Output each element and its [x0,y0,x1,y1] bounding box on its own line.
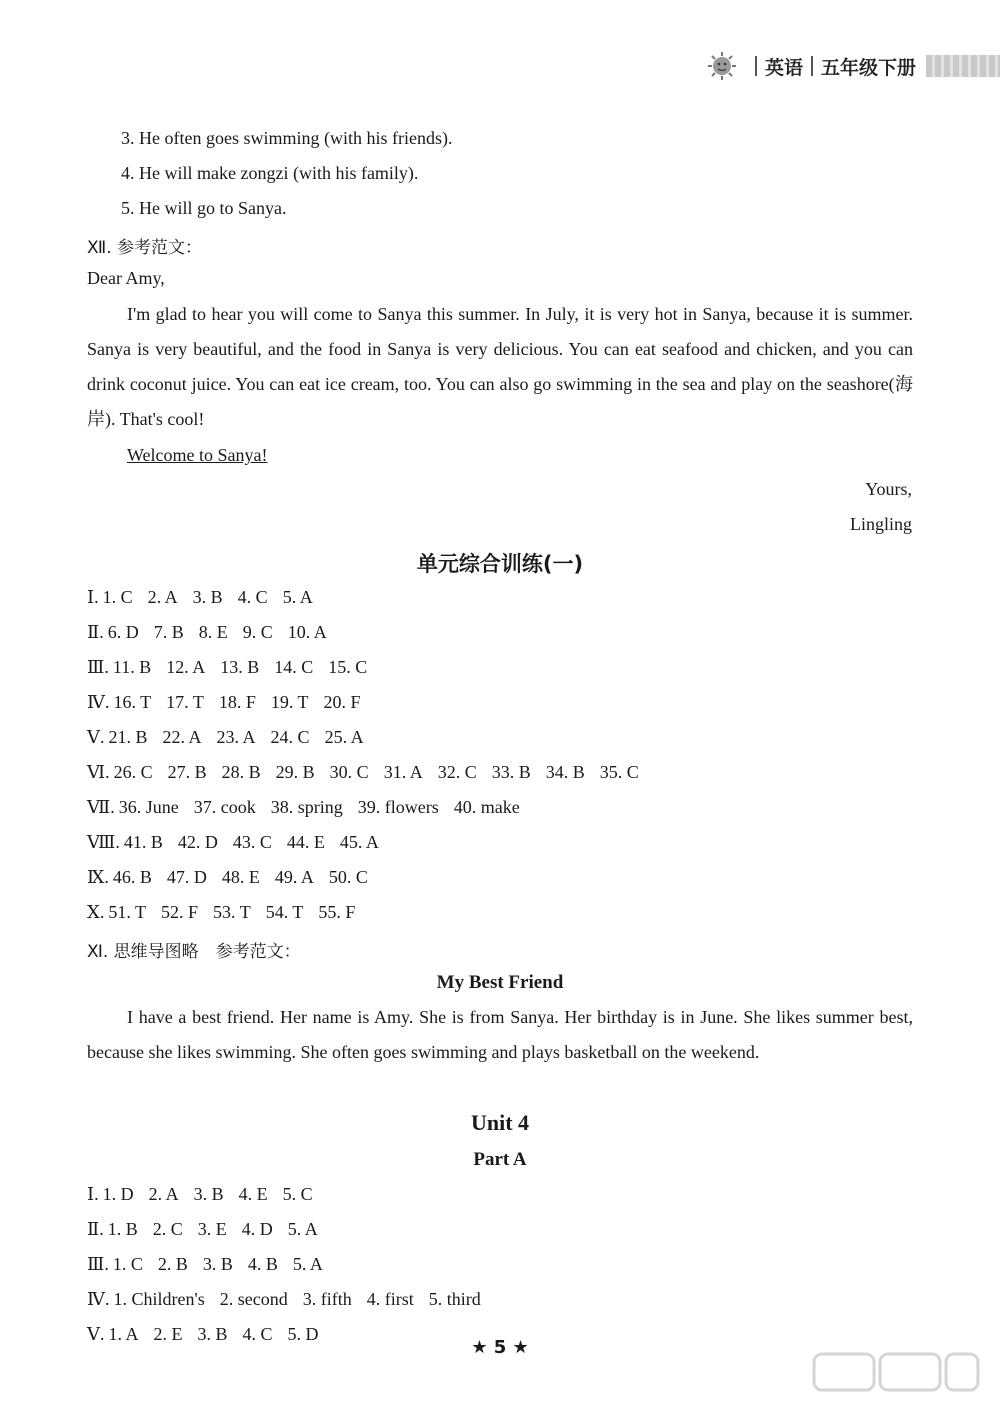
answer-row-label: Ⅶ. [87,797,115,817]
answer-item: 12. A [166,657,206,677]
answer-item: 2. second [219,1289,288,1309]
answer-item: 3. B [197,1324,228,1344]
answer-line: 5. He will go to Sanya. [121,198,287,218]
answer-row [87,657,382,678]
answer-item: 21. B [108,727,148,747]
answer-item: 29. B [275,762,315,782]
answer-item: 46. B [112,867,152,887]
answer-item: 28. B [221,762,261,782]
letter-welcome: Welcome to Sanya! [127,445,268,465]
answer-item: 15. C [328,657,368,677]
answer-line: 4. He will make zongzi (with his family). [121,163,419,183]
letter-signature: Lingling [850,514,912,534]
answer-item: 1. A [108,1324,139,1344]
answer-item: 5. D [287,1324,319,1344]
answer-item: 7. B [153,622,184,642]
answer-row [87,1219,333,1240]
answer-item: 3. B [202,1254,233,1274]
answer-item: 27. B [167,762,207,782]
answer-item: 2. C [152,1219,183,1239]
section-label: Ⅻ. 参考范文： [87,238,203,258]
answer-item: 42. D [177,832,218,852]
answer-row [87,1289,496,1310]
answer-item: 5. A [292,1254,323,1274]
answer-item: 4. first [366,1289,414,1309]
answer-item: 50. C [328,867,368,887]
answer-item: 43. C [232,832,272,852]
answer-item: 5. A [282,587,313,607]
answer-item: 5. C [282,1184,313,1204]
letter-body: I'm glad to hear you will come to Sanya this summer. In July, it is very hot in Sanya, because it is summer. Sanya is very beautiful, and the food in Sanya is very delicious. You can eat seafood and chicken, and you can drink coconut juice. You can eat ice cream, too. You can also go swimming in the sea and play on the seashore(海岸). That's cool! [87,304,913,429]
answer-row [87,1254,338,1275]
answer-row-label: Ⅸ. [87,867,109,887]
answer-item: 19. T [270,692,309,712]
answer-item: 35. C [599,762,639,782]
answer-item: 2. E [153,1324,183,1344]
answer-item: 32. C [437,762,477,782]
answer-item: 51. T [108,902,146,922]
answer-item: 52. F [161,902,199,922]
answer-item: 13. B [220,657,260,677]
answer-row [87,832,394,853]
answer-row-label: Ⅰ. [87,1184,99,1204]
answer-item: 47. D [166,867,207,887]
answer-item: 40. make [453,797,520,817]
answer-item: 4. B [247,1254,278,1274]
answer-item: 23. A [216,727,256,747]
answer-item: 8. E [198,622,228,642]
subject-label: 英语 [764,56,803,79]
answer-item: 4. D [241,1219,273,1239]
answer-row-label: Ⅴ. [87,1324,105,1344]
answer-row-label: Ⅳ. [87,1289,110,1309]
answer-item: 39. flowers [357,797,439,817]
answer-item: 38. spring [270,797,343,817]
answer-line: 3. He often goes swimming (with his friends). [121,128,453,148]
answer-item: 4. E [238,1184,268,1204]
answer-item: 3. B [193,1184,224,1204]
answer-row [87,902,370,923]
answer-row-label: Ⅱ. [87,622,104,642]
page-number: ★ 5 ★ [471,1337,529,1358]
essay-title: My Best Friend [436,972,564,993]
answer-item: 2. A [147,587,178,607]
answer-row [87,692,376,713]
answer-row [87,762,654,783]
section-title: 单元综合训练(一) [416,552,584,576]
answer-row-label: Ⅲ. [87,1254,109,1274]
answer-item: 20. F [323,692,361,712]
answer-item: 9. C [242,622,273,642]
page-header [705,46,1000,86]
answer-item: 6. D [107,622,139,642]
answer-item: 1. C [112,1254,143,1274]
answer-item: 36. June [118,797,179,817]
answer-item: 44. E [286,832,325,852]
answer-row [87,1184,328,1205]
answer-item: 1. B [107,1219,138,1239]
answer-row [87,587,328,608]
answer-item: 31. A [383,762,423,782]
letter-greeting: Dear Amy, [87,268,165,288]
unit-title: Unit 4 [470,1110,530,1135]
sun-logo-icon [705,51,739,81]
answer-row-label: Ⅹ. [87,902,105,922]
answer-row [87,797,535,818]
header-divider [811,56,813,76]
letter-closing: Yours, [865,479,912,499]
answer-row-label: Ⅵ. [87,762,110,782]
answer-item: 34. B [545,762,585,782]
answer-item: 4. C [237,587,268,607]
answer-item: 1. Children's [113,1289,205,1309]
answer-item: 30. C [329,762,369,782]
answer-item: 45. A [339,832,379,852]
answer-row-label: Ⅰ. [87,587,99,607]
answer-row [87,622,342,643]
answer-item: 25. A [324,727,364,747]
grade-label: 五年级下册 [820,56,916,79]
header-divider [755,56,757,76]
answer-item: 5. third [428,1289,481,1309]
answer-item: 54. T [265,902,304,922]
answer-item: 55. F [318,902,356,922]
part-title: Part A [473,1149,527,1170]
section-label: Ⅺ. 思维导图略 参考范文： [87,942,301,962]
answer-item: 14. C [274,657,314,677]
answer-item: 24. C [270,727,310,747]
answer-item: 5. A [287,1219,318,1239]
answer-item: 26. C [113,762,153,782]
answer-item: 4. C [242,1324,273,1344]
answer-row-label: Ⅷ. [87,832,120,852]
answer-item: 18. F [218,692,256,712]
answer-item: 41. B [123,832,163,852]
answer-item: 22. A [162,727,202,747]
answer-row-label: Ⅲ. [87,657,109,677]
answer-item: 11. B [112,657,152,677]
answer-row-label: Ⅴ. [87,727,105,747]
answer-item: 37. cook [193,797,256,817]
answer-item: 3. E [197,1219,227,1239]
answer-item: 2. B [157,1254,188,1274]
answer-item: 17. T [166,692,204,712]
answer-item: 16. T [113,692,152,712]
answer-row [87,867,383,888]
answer-item: 2. A [148,1184,179,1204]
watermark-logo-icon [812,1350,982,1420]
answer-item: 3. B [192,587,223,607]
essay-body: I have a best friend. Her name is Amy. She is from Sanya. Her birthday is in June. She likes summer best, because she likes swimming. She often goes swimming and plays basketball on the weekend. [87,1007,913,1062]
answer-row [87,727,379,748]
answer-item: 48. E [221,867,260,887]
answer-row-label: Ⅱ. [87,1219,104,1239]
answer-item: 1. D [102,1184,134,1204]
answer-item: 53. T [213,902,251,922]
header-stripe [926,55,1000,77]
answer-row-label: Ⅳ. [87,692,110,712]
answer-item: 49. A [274,867,314,887]
answer-item: 10. A [287,622,327,642]
answer-item: 33. B [491,762,531,782]
answer-item: 1. C [102,587,133,607]
answer-item: 3. fifth [302,1289,352,1309]
